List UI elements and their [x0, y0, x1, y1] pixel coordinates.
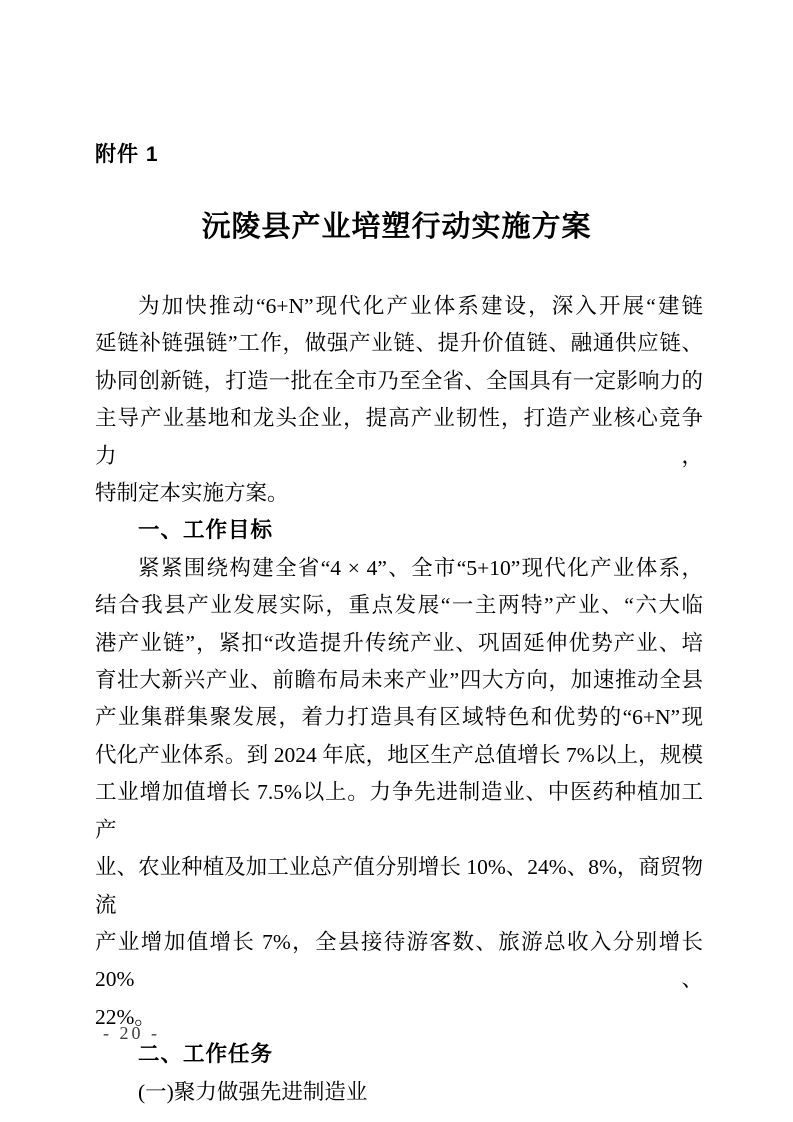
subsection-heading: (一)聚力做强先进制造业 [138, 1079, 368, 1104]
paragraph-line: 代化产业体系。到 2024 年底，地区生产总值增长 7%以上，规模 [95, 742, 703, 767]
paragraph-line: 协同创新链，打造一批在全市乃至全省、全国具有一定影响力的 [95, 368, 703, 393]
paragraph-line: 紧紧围绕构建全省“4 × 4”、全市“5+10”现代化产业体系， [138, 555, 703, 580]
paragraph-line: 22%。 [95, 1004, 156, 1029]
page-number: - 20 - [103, 1023, 160, 1043]
document-body [95, 288, 703, 1111]
document-title: 沅陵县产业培塑行动实施方案 [201, 211, 592, 243]
attachment-label: 附件 1 [95, 143, 159, 166]
paragraph-line: 育壮大新兴产业、前瞻布局未来产业”四大方向，加速推动全县 [95, 668, 703, 693]
paragraph-line: 为加快推动“6+N”现代化产业体系建设，深入开展“建链 [138, 294, 703, 318]
paragraph-line: 业、农业种植及加工业总产值分别增长 10%、24%、8%，商贸物流 [95, 855, 703, 917]
section-heading: 一、工作目标 [138, 518, 274, 543]
paragraph-line: 工业增加值增长 7.5%以上。力争先进制造业、中医药种植加工产 [95, 780, 703, 842]
paragraph-line: 产业集群集聚发展，着力打造具有区域特色和优势的“6+N”现 [95, 705, 703, 730]
paragraph-line: 主导产业基地和龙头企业，提高产业韧性，打造产业核心竞争力， [95, 406, 703, 468]
paragraph-line: 港产业链”，紧扣“改造提升传统产业、巩固延伸优势产业、培 [95, 630, 703, 655]
paragraph-line: 结合我县产业发展实际，重点发展“一主两特”产业、“六大临 [95, 593, 703, 618]
section-heading: 二、工作任务 [138, 1042, 274, 1067]
paragraph-line: 特制定本实施方案。 [95, 481, 289, 506]
paragraph-line: 产业增加值增长 7%，全县接待游客数、旅游总收入分别增长 20%、 [95, 929, 703, 992]
paragraph-line: 延链补链强链”工作，做强产业链、提升价值链、融通供应链、 [95, 331, 703, 356]
